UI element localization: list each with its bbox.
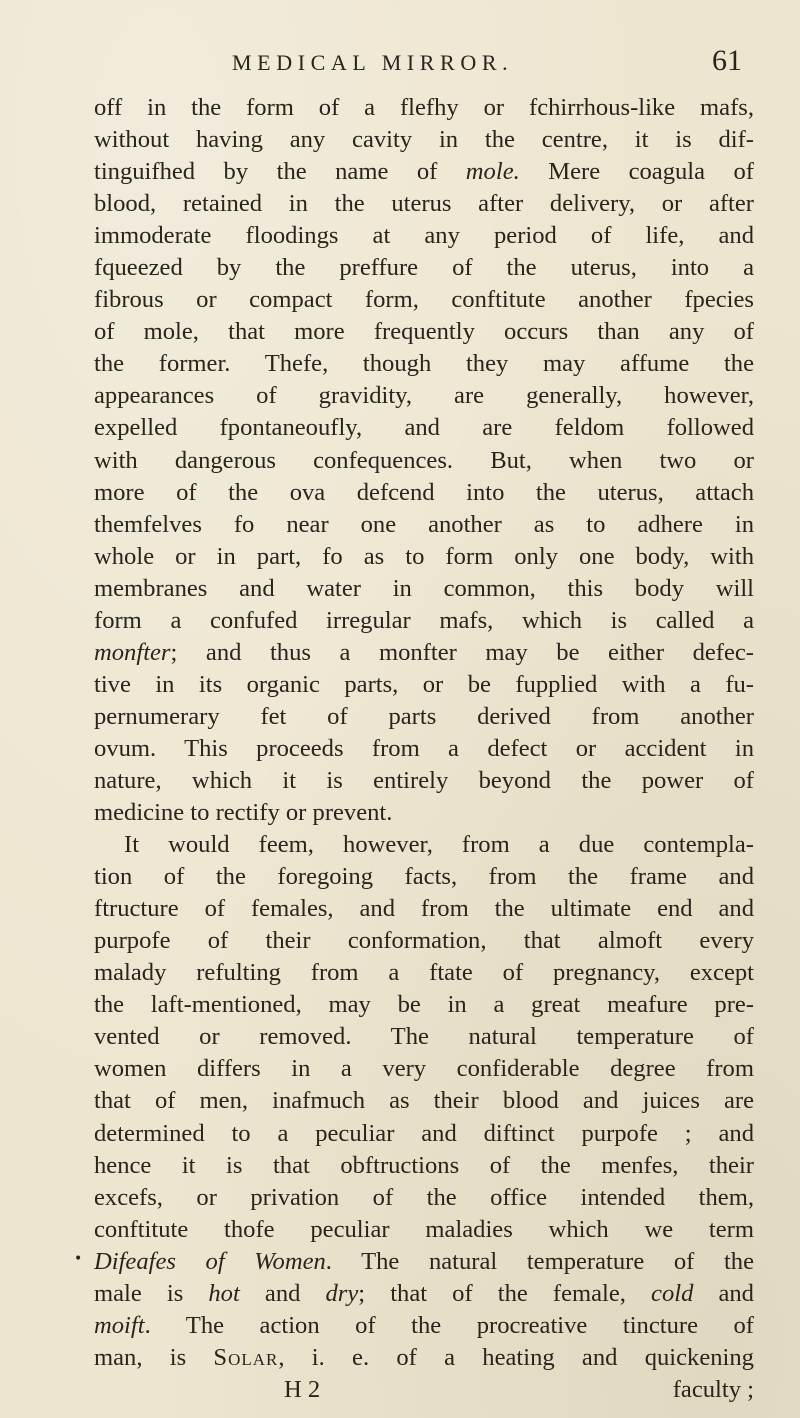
text-run: . The natural temperature of the — [325, 1247, 754, 1275]
margin-mark: • — [74, 1251, 83, 1267]
page-number: 61 — [712, 44, 742, 77]
text-line: purpofe of their conformation, that almoft every — [94, 927, 754, 955]
text-line: immoderate floodings at any period of life, and — [94, 222, 754, 250]
text-line: ovum. This proceeds from a defect or accident in — [94, 734, 754, 762]
running-title: MEDICAL MIRROR. — [232, 50, 514, 75]
text-line: excefs, or privation of the office intended them, — [94, 1183, 754, 1211]
text-line: hence it is that obftructions of the menfes, their — [94, 1151, 754, 1179]
text-run: , i. e. of a heating and quickening — [278, 1343, 754, 1371]
text-line — [94, 1278, 754, 1310]
text-line: fqueezed by the preffure of the uterus, into a — [94, 254, 754, 282]
text-run: and — [239, 1279, 326, 1307]
italic-term-monster: monfter — [94, 638, 171, 666]
page-header — [232, 44, 742, 84]
text-run: and — [693, 1279, 754, 1307]
italic-term-mole: mole. — [465, 158, 520, 186]
text-line: themfelves fo near one another as to adhere in — [94, 510, 754, 538]
text-line: ftructure of females, and from the ultimate end and — [94, 895, 754, 923]
text-run: man, is — [94, 1343, 214, 1371]
text-line: without having any cavity in the centre, it is dif- — [94, 126, 754, 154]
text-line: tive in its organic parts, or be fupplied with a fu- — [94, 670, 754, 698]
signature-mark: H 2 — [284, 1375, 321, 1403]
text-line: women differs in a very confiderable degree from — [94, 1055, 754, 1083]
text-line: the former. Thefe, though they may affume the — [94, 350, 754, 378]
text-line: malady refulting from a ftate of pregnancy, except — [94, 959, 754, 987]
text-line — [94, 156, 754, 188]
text-run: ; and thus a monfter may be either defec- — [170, 638, 754, 666]
small-caps-term-solar: Solar — [213, 1343, 279, 1371]
text-run: . The action of the procreative tincture of — [144, 1311, 754, 1339]
text-line: the laft-mentioned, may be in a great meafure pre- — [94, 991, 754, 1019]
text-line: blood, retained in the uterus after delivery, or after — [94, 190, 754, 218]
text-line — [94, 637, 754, 669]
text-line: that of men, inafmuch as their blood and juices are — [94, 1087, 754, 1115]
text-line: vented or removed. The natural temperature of — [94, 1023, 754, 1051]
text-line — [94, 1246, 754, 1278]
text-line: membranes and water in common, this body will — [94, 574, 754, 602]
text-line: with dangerous confequences. But, when two or — [94, 446, 754, 474]
italic-term-diseases-of-women: Difeafes of Women — [94, 1247, 326, 1275]
text-line — [94, 1342, 754, 1374]
text-line: fibrous or compact form, conftitute another fpecies — [94, 286, 754, 314]
text-line: appearances of gravidity, are generally, however, — [94, 382, 754, 410]
text-line: tion of the foregoing facts, from the frame and — [94, 863, 754, 891]
text-line: expelled fpontaneoufly, and are feldom followed — [94, 414, 754, 442]
text-line: nature, which it is entirely beyond the power of — [94, 766, 754, 794]
text-line: more of the ova defcend into the uterus, attach — [94, 478, 754, 506]
text-run: male is — [94, 1279, 209, 1307]
text-line: form a confufed irregular mafs, which is called a — [94, 606, 754, 634]
catchword: faculty ; — [672, 1375, 754, 1403]
text-line: of mole, that more frequently occurs than any of — [94, 318, 754, 346]
text-line: pernumerary fet of parts derived from another — [94, 702, 754, 730]
italic-term-dry: dry — [325, 1279, 359, 1307]
italic-term-moist: moift — [94, 1311, 145, 1339]
text-line: whole or in part, fo as to form only one body, with — [94, 542, 754, 570]
body-text — [94, 92, 754, 1406]
text-line: conftitute thofe peculiar maladies which we term — [94, 1215, 754, 1243]
text-line — [94, 1310, 754, 1342]
text-line-paragraph-start: It would feem, however, from a due contempla- — [124, 831, 754, 859]
text-run: Mere coagula of — [519, 158, 754, 186]
text-run: ; that of the female, — [358, 1279, 652, 1307]
text-line: off in the form of a flefhy or fchirrhous-like mafs, — [94, 94, 754, 121]
text-run: tinguifhed by the name of — [94, 158, 466, 186]
italic-term-hot: hot — [208, 1279, 240, 1307]
text-line: determined to a peculiar and diftinct purpofe ; and — [94, 1119, 754, 1147]
italic-term-cold: cold — [651, 1279, 694, 1307]
page-footer — [94, 1374, 754, 1406]
text-line: medicine to rectify or prevent. — [94, 799, 393, 827]
